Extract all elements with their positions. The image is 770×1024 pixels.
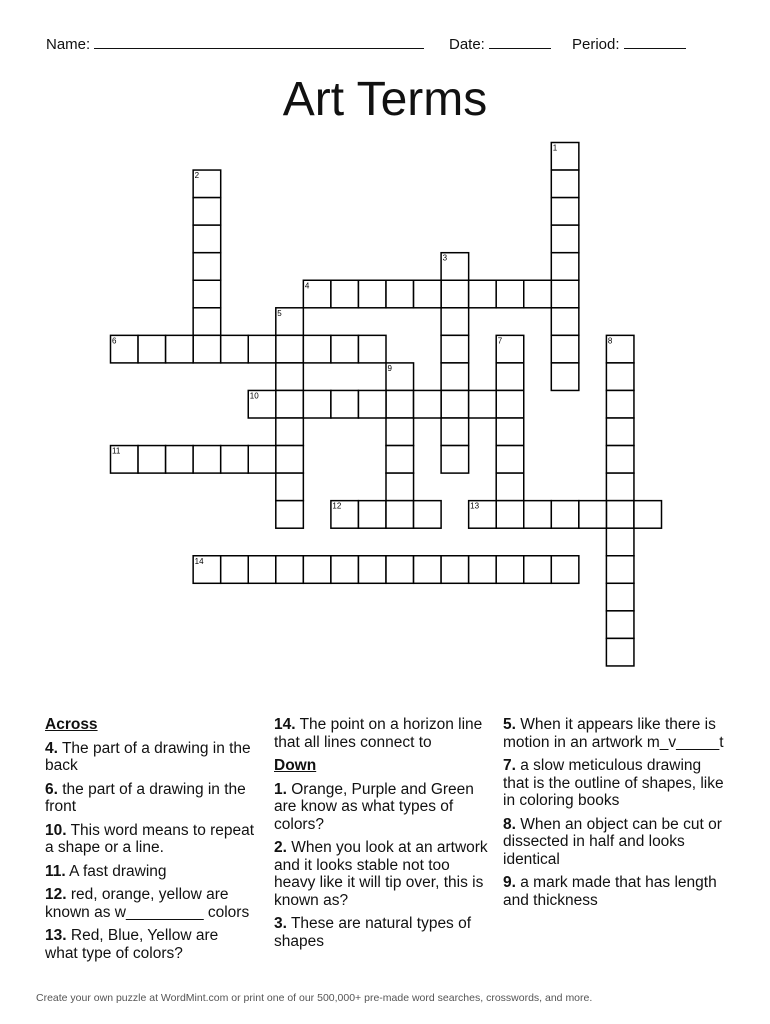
period-label: Period: <box>572 36 620 53</box>
grid-cell[interactable] <box>606 501 634 529</box>
clue-down: 7. a slow meticulous drawing that is the outline of shapes, like in coloring books <box>503 757 724 809</box>
clue-across: 4. The part of a drawing in the back <box>45 739 251 774</box>
grid-cell[interactable] <box>606 556 634 584</box>
grid-cell[interactable] <box>469 390 497 418</box>
grid-cell[interactable] <box>386 418 414 446</box>
grid-cell[interactable] <box>138 335 166 363</box>
grid-cell[interactable] <box>386 390 414 418</box>
grid-cell[interactable] <box>276 390 304 418</box>
grid-cell[interactable] <box>221 556 249 584</box>
grid-cell[interactable] <box>441 446 469 474</box>
grid-cell[interactable] <box>331 280 359 308</box>
grid-cell[interactable] <box>414 280 442 308</box>
grid-cell[interactable] <box>441 390 469 418</box>
grid-cell[interactable] <box>606 473 634 501</box>
clue-number-label: 1 <box>552 143 558 153</box>
grid-cell[interactable] <box>441 418 469 446</box>
clue-column-1 <box>45 716 255 968</box>
across-heading: Across <box>45 716 98 733</box>
grid-cell[interactable] <box>606 390 634 418</box>
footer-note: Create your own puzzle at WordMint.com or print one of our 500,000+ pre-made word searches, crosswords, and more. <box>36 992 593 1004</box>
grid-cell[interactable] <box>276 501 304 529</box>
grid-cell[interactable] <box>441 308 469 336</box>
grid-cell[interactable] <box>551 280 579 308</box>
grid-cell[interactable] <box>579 501 607 529</box>
grid-cell[interactable] <box>276 556 304 584</box>
clue-across: 13. Red, Blue, Yellow are what type of colors? <box>45 927 219 962</box>
grid-cell[interactable] <box>469 556 497 584</box>
grid-cell[interactable] <box>248 335 276 363</box>
date-label: Date: <box>449 36 485 53</box>
grid-cell[interactable] <box>496 556 524 584</box>
grid-cell[interactable] <box>386 280 414 308</box>
grid-cell[interactable] <box>193 253 221 281</box>
grid-cell[interactable] <box>551 363 579 391</box>
clue-down: 3. These are natural types of shapes <box>274 915 472 950</box>
grid-cell[interactable] <box>193 308 221 336</box>
grid-cell[interactable] <box>496 446 524 474</box>
grid-cell[interactable] <box>524 501 552 529</box>
clue-across: 12. red, orange, yellow are known as w_________ colors <box>45 886 250 921</box>
grid-cell[interactable] <box>386 556 414 584</box>
grid-cell[interactable] <box>441 363 469 391</box>
down-heading: Down <box>274 757 317 774</box>
clue-down: 2. When you look at an artwork and it looks stable not too heavy like it will tip over, this is known as? <box>274 839 488 909</box>
grid-cell[interactable] <box>193 335 221 363</box>
grid-cell[interactable] <box>276 363 304 391</box>
clue-column-2 <box>274 716 489 956</box>
name-label: Name: <box>46 36 91 53</box>
clue-number-label: 8 <box>607 336 613 346</box>
grid-cell[interactable] <box>248 446 276 474</box>
grid-cell[interactable] <box>331 335 359 363</box>
grid-cell[interactable] <box>303 390 331 418</box>
grid-cell[interactable] <box>193 198 221 226</box>
grid-cell[interactable] <box>551 253 579 281</box>
grid-cell[interactable] <box>496 280 524 308</box>
clue-number-label: 7 <box>497 336 503 346</box>
clue-column-3 <box>503 716 728 915</box>
grid-cell[interactable] <box>414 556 442 584</box>
grid-cell[interactable] <box>606 363 634 391</box>
clue-number-label: 3 <box>442 253 448 263</box>
grid-cell[interactable] <box>551 198 579 226</box>
grid-cell[interactable] <box>138 446 166 474</box>
grid-cell[interactable] <box>551 308 579 336</box>
clue-down: 1. Orange, Purple and Green are know as what types of colors? <box>274 780 474 833</box>
grid-cell[interactable] <box>358 556 386 584</box>
clue-number-label: 5 <box>277 308 282 318</box>
clue-number-label: 12 <box>332 501 342 511</box>
clue-down: 9. a mark made that has length and thickness <box>503 874 717 909</box>
grid-cell[interactable] <box>606 528 634 556</box>
grid-cell[interactable] <box>193 280 221 308</box>
grid-cell[interactable] <box>221 335 249 363</box>
grid-cell[interactable] <box>358 280 386 308</box>
clue-across: 14. The point on a horizon line that all lines connect to <box>274 716 483 751</box>
clue-number-label: 13 <box>470 501 480 511</box>
grid-cell[interactable] <box>496 390 524 418</box>
grid-cell[interactable] <box>441 556 469 584</box>
grid-cell[interactable] <box>469 280 497 308</box>
clue-across: 11. A fast drawing <box>45 862 167 880</box>
grid-cell[interactable] <box>524 556 552 584</box>
grid-cell[interactable] <box>386 473 414 501</box>
grid-cell[interactable] <box>358 335 386 363</box>
grid-cell[interactable] <box>166 446 194 474</box>
grid-cell[interactable] <box>606 418 634 446</box>
grid-cell[interactable] <box>386 446 414 474</box>
grid-cell[interactable] <box>303 335 331 363</box>
clue-number-label: 4 <box>304 281 310 291</box>
grid-cell[interactable] <box>193 446 221 474</box>
grid-cell[interactable] <box>496 473 524 501</box>
grid-cell[interactable] <box>276 446 304 474</box>
grid-cell[interactable] <box>551 335 579 363</box>
grid-cell[interactable] <box>414 501 442 529</box>
grid-cell[interactable] <box>331 556 359 584</box>
clue-number-label: 2 <box>194 171 200 181</box>
grid-cell[interactable] <box>276 418 304 446</box>
grid-cell[interactable] <box>496 418 524 446</box>
grid-cell[interactable] <box>551 170 579 198</box>
grid-cell[interactable] <box>551 225 579 253</box>
grid-cell[interactable] <box>358 390 386 418</box>
grid-cell[interactable] <box>496 501 524 529</box>
clue-down: 8. When an object can be cut or dissected in half and looks identical <box>503 815 722 868</box>
clue-number-label: 6 <box>112 336 117 346</box>
grid-cell[interactable] <box>606 611 634 639</box>
grid-cell[interactable] <box>166 335 194 363</box>
grid-cell[interactable] <box>358 501 386 529</box>
grid-cell[interactable] <box>276 335 304 363</box>
clue-across: 10. This word means to repeat a shape or a line. <box>45 821 255 856</box>
clue-number-label: 14 <box>194 556 204 566</box>
grid-cell[interactable] <box>524 280 552 308</box>
grid-cell[interactable] <box>441 335 469 363</box>
clue-number-label: 9 <box>387 363 392 373</box>
clue-number-label: 10 <box>249 391 259 401</box>
grid-cell[interactable] <box>276 473 304 501</box>
page-title: Art Terms <box>282 73 488 126</box>
grid-cell[interactable] <box>551 556 579 584</box>
grid-cell[interactable] <box>606 583 634 611</box>
clue-down: 5. When it appears like there is motion in an artwork m_v_____t <box>503 716 724 751</box>
clue-number-label: 11 <box>112 446 121 456</box>
grid-cell[interactable] <box>303 556 331 584</box>
grid-cell[interactable] <box>193 225 221 253</box>
grid-cell[interactable] <box>441 280 469 308</box>
grid-cell[interactable] <box>386 501 414 529</box>
grid-cell[interactable] <box>606 446 634 474</box>
grid-cell[interactable] <box>551 501 579 529</box>
grid-cell[interactable] <box>221 446 249 474</box>
grid-cell[interactable] <box>414 390 442 418</box>
clue-across: 6. the part of a drawing in the front <box>45 780 246 815</box>
grid-cell[interactable] <box>496 363 524 391</box>
grid-cell[interactable] <box>248 556 276 584</box>
grid-cell[interactable] <box>634 501 662 529</box>
grid-cell[interactable] <box>606 638 634 666</box>
grid-cell[interactable] <box>331 390 359 418</box>
